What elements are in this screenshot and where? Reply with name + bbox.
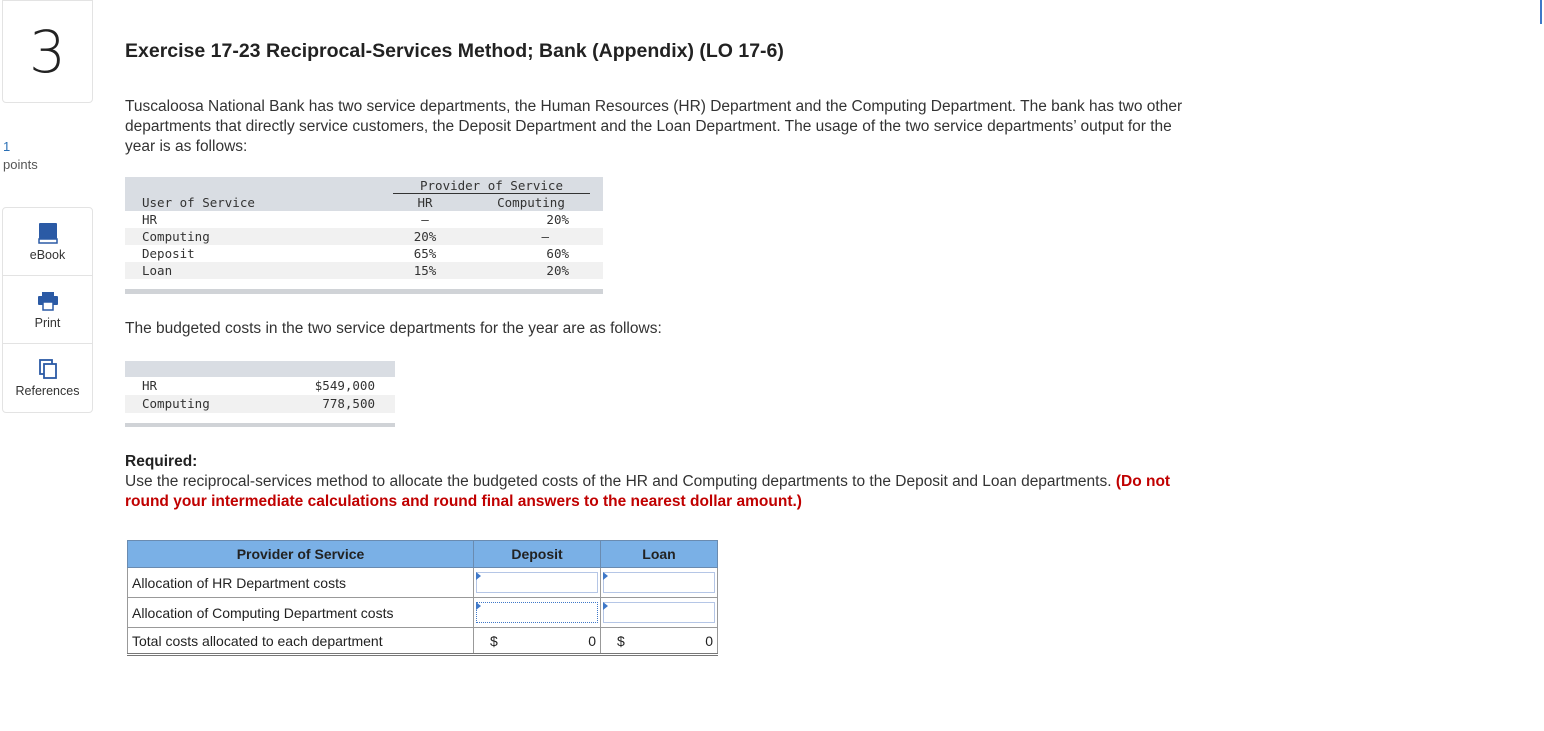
tools-panel [2, 207, 93, 413]
usage-table [125, 177, 603, 294]
currency-symbol: $ [617, 632, 625, 649]
required-label: Required: [125, 453, 198, 470]
usage-header-row [125, 194, 603, 211]
row-hr: 65% [413, 246, 437, 261]
row-computing: 60% [546, 246, 569, 261]
table-row [125, 395, 395, 413]
total-deposit-value: 0 [588, 632, 596, 649]
references-icon [3, 357, 92, 381]
budget-amount: 778,500 [322, 396, 375, 411]
computing-loan-cell [601, 598, 718, 628]
budget-intro: The budgeted costs in the two service departments for the year are as follows: [125, 320, 662, 337]
col-computing-header: Computing [497, 195, 565, 210]
usage-group-header: Provider of Service [420, 178, 563, 193]
budget-header-bar [125, 361, 395, 377]
row-computing: 20% [546, 212, 569, 227]
table-row [128, 568, 718, 598]
ebook-button[interactable] [3, 208, 92, 276]
printer-icon [3, 289, 92, 313]
points-value: 1 [3, 139, 11, 154]
question-number-box [2, 0, 93, 103]
total-loan-cell [601, 628, 718, 655]
table-row [128, 598, 718, 628]
total-deposit-cell [474, 628, 601, 655]
header-loan: Loan [601, 541, 718, 568]
intro-paragraph: Tuscaloosa National Bank has two service departments, the Human Resources (HR) Department and the Computing Department. The bank has two other departments that directly service customers, the Deposit Department and the Loan Department. The usage of the two service departments’ output for the year is as follows: [125, 98, 1183, 155]
row-user: HR [142, 212, 158, 227]
table-bottom-rule [125, 423, 395, 427]
row-computing: — [541, 229, 549, 244]
budget-table [125, 361, 395, 427]
row-user: Deposit [142, 246, 195, 261]
required-text: Use the reciprocal-services method to allocate the budgeted costs of the HR and Computing departments to the Deposit and Loan departments. [125, 473, 1112, 490]
ebook-label: eBook [29, 248, 66, 262]
col-hr-header: HR [417, 195, 433, 210]
references-label: References [15, 384, 80, 398]
header-deposit: Deposit [474, 541, 601, 568]
budget-dept: HR [142, 378, 158, 393]
required-section [125, 452, 1185, 512]
total-loan-value: 0 [705, 632, 713, 649]
table-row [125, 377, 395, 395]
table-row [125, 228, 603, 245]
row-label-computing-allocation: Allocation of Computing Department costs [128, 598, 474, 628]
scroll-indicator [1540, 0, 1542, 24]
question-number: 3 [29, 18, 66, 86]
row-hr: 15% [413, 263, 437, 278]
computing-deposit-cell [474, 598, 601, 628]
header-provider: Provider of Service [128, 541, 474, 568]
row-user: Computing [142, 229, 210, 244]
row-hr: — [421, 212, 429, 227]
budget-dept: Computing [142, 396, 210, 411]
table-row [125, 211, 603, 228]
hr-deposit-cell [474, 568, 601, 598]
col-user-header: User of Service [142, 195, 255, 210]
computing-deposit-input[interactable] [476, 602, 598, 623]
answer-table [127, 540, 718, 656]
currency-symbol: $ [490, 632, 498, 649]
row-user: Loan [142, 263, 173, 278]
hr-loan-cell [601, 568, 718, 598]
row-label-hr-allocation: Allocation of HR Department costs [128, 568, 474, 598]
hr-deposit-input[interactable] [476, 572, 598, 593]
total-row [128, 628, 718, 655]
table-row [125, 245, 603, 262]
table-bottom-rule [125, 289, 603, 294]
points-label: points [3, 157, 38, 172]
row-hr: 20% [413, 229, 437, 244]
hr-loan-input[interactable] [603, 572, 715, 593]
required-note: (Do not round your intermediate calculations and round final answers to the nearest dollar amount.) [125, 473, 1171, 510]
references-button[interactable] [3, 344, 92, 412]
book-icon [3, 221, 92, 245]
budget-amount: $549,000 [314, 378, 375, 393]
row-computing: 20% [546, 263, 569, 278]
computing-loan-input[interactable] [603, 602, 715, 623]
total-label: Total costs allocated to each department [128, 628, 474, 655]
table-row [125, 262, 603, 279]
print-button[interactable] [3, 276, 92, 344]
exercise-title: Exercise 17-23 Reciprocal-Services Method; Bank (Appendix) (LO 17-6) [125, 40, 784, 62]
print-label: Print [34, 316, 61, 330]
